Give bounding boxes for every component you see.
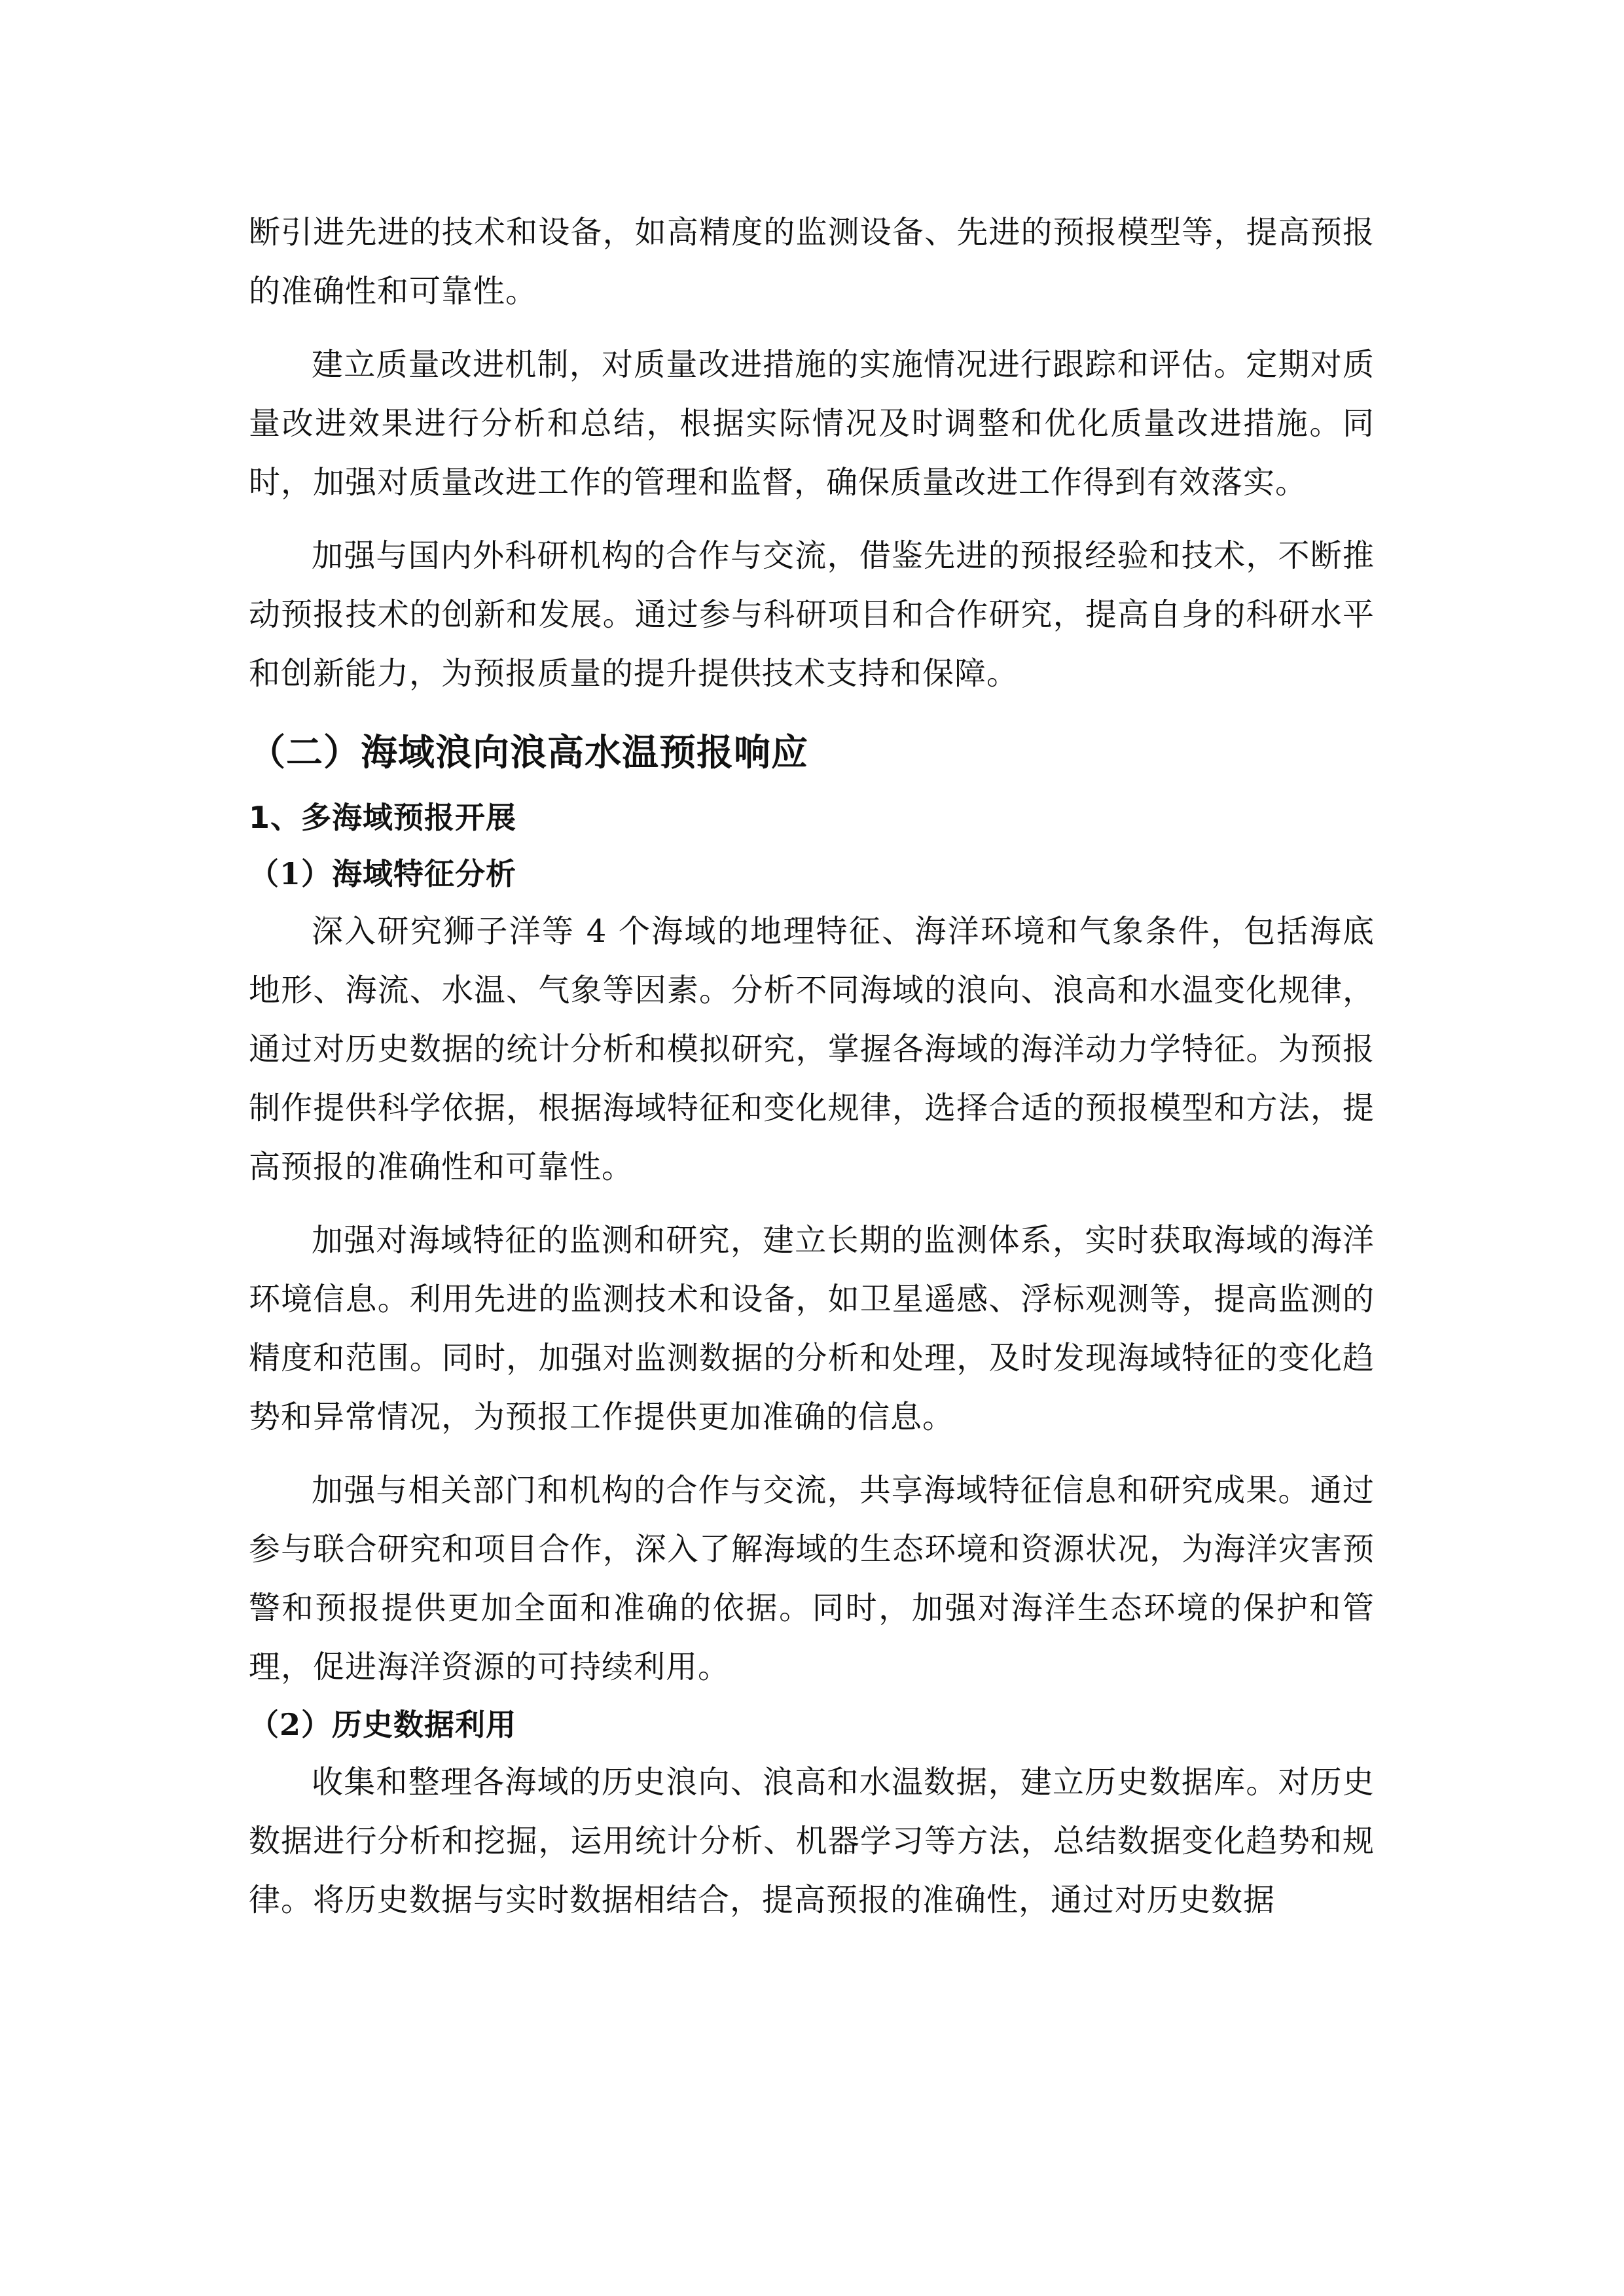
section-heading: （二）海域浪向浪高水温预报响应 [249,732,808,774]
subsubsection-heading-feature-analysis: （1）海域特征分析 [249,856,517,891]
paragraph-monitoring: 加强对海域特征的监测和研究，建立长期的监测体系，实时获取海域的海洋环境信息。利用先进的监测技术和设备，如卫星遥感、浮标观测等，提高监测的精度和范围。同时，加强对监测数据的分析和处理，及时发现海域特征的变化趋势和异常情况，为预报工作提供更加准确的信息。 [249,1222,1375,1435]
paragraph-historical-data: 收集和整理各海域的历史浪向、浪高和水温数据，建立历史数据库。对历史数据进行分析和挖掘，运用统计分析、机器学习等方法，总结数据变化趋势和规律。将历史数据与实时数据相结合，提高预报的准确性，通过对历史数据 [249,1764,1375,1918]
paragraph-continuation: 断引进先进的技术和设备，如高精度的监测设备、先进的预报模型等，提高预报的准确性和可靠性。 [249,214,1375,310]
paragraph-research-cooperation: 加强与国内外科研机构的合作与交流，借鉴先进的预报经验和技术，不断推动预报技术的创新和发展。通过参与科研项目和合作研究，提高自身的科研水平和创新能力，为预报质量的提升提供技术支持和保障。 [249,537,1375,692]
document-body [249,203,1375,1929]
subsection-heading: 1、多海域预报开展 [249,800,517,835]
paragraph-cooperation-sharing: 加强与相关部门和机构的合作与交流，共享海域特征信息和研究成果。通过参与联合研究和项目合作，深入了解海域的生态环境和资源状况，为海洋灾害预警和预报提供更加全面和准确的依据。同时，加强对海洋生态环境的保护和管理，促进海洋资源的可持续利用。 [249,1472,1375,1685]
paragraph-quality-improvement: 建立质量改进机制，对质量改进措施的实施情况进行跟踪和评估。定期对质量改进效果进行分析和总结，根据实际情况及时调整和优化质量改进措施。同时，加强对质量改进工作的管理和监督，确保质量改进工作得到有效落实。 [249,346,1375,501]
subsubsection-heading-historical-data: （2）历史数据利用 [249,1707,517,1742]
paragraph-sea-area-research: 深入研究狮子洋等 4 个海域的地理特征、海洋环境和气象条件，包括海底地形、海流、水温、气象等因素。分析不同海域的浪向、浪高和水温变化规律，通过对历史数据的统计分析和模拟研究，掌握各海域的海洋动力学特征。为预报制作提供科学依据，根据海域特征和变化规律，选择合适的预报模型和方法，提高预报的准确性和可靠性。 [249,913,1375,1185]
